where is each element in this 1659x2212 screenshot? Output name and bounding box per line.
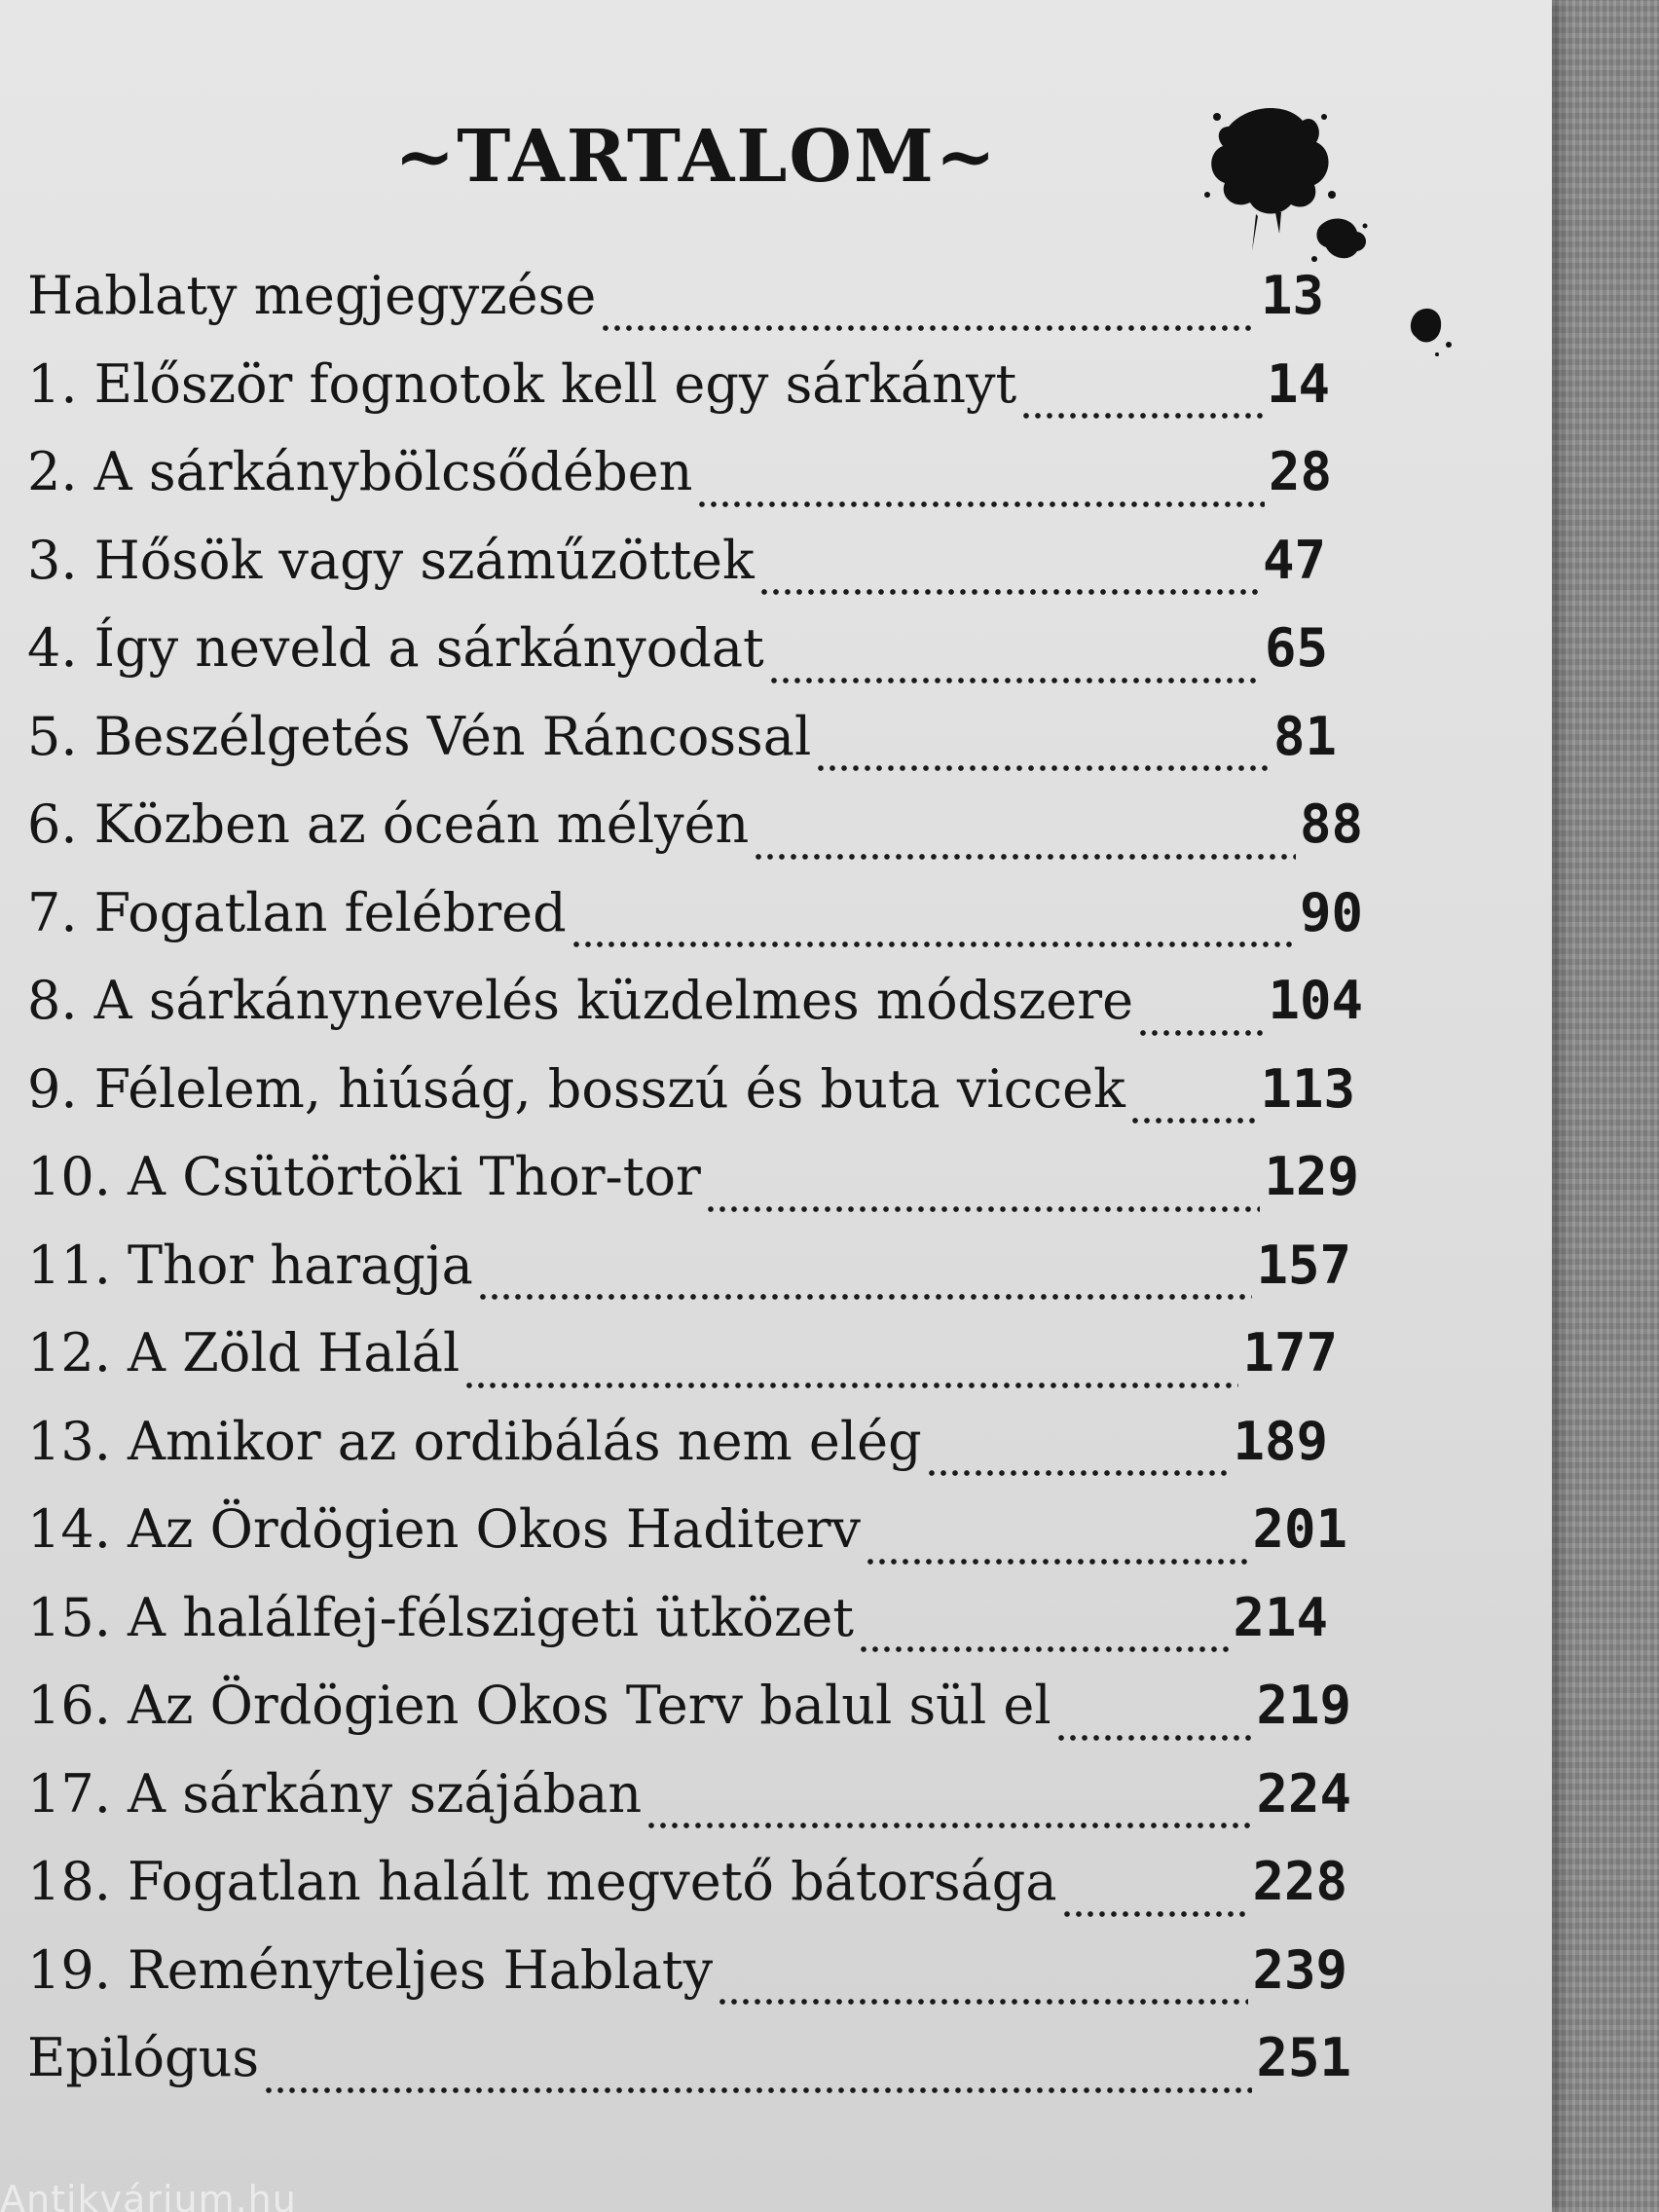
dot-leader — [1129, 1117, 1257, 1124]
toc-entry-title: 19. Reményteljes Hablaty — [27, 1938, 714, 2001]
toc-entry — [27, 2027, 1351, 2116]
toc-entry-page-number: 28 — [1268, 441, 1332, 502]
toc-entry — [27, 1322, 1338, 1411]
toc-entry-title: 10. A Csütörtöki Thor-tor — [27, 1146, 701, 1207]
dot-leader — [753, 853, 1296, 861]
dot-leader — [1137, 1029, 1264, 1037]
toc-entry-title: 13. Amikor az ordibálás nem elég — [27, 1410, 922, 1472]
toc-entry-title: 2. A sárkánybölcsődében — [27, 441, 693, 502]
toc-entry-title: 8. A sárkánynevelés küzdelmes módszere — [27, 970, 1134, 1031]
toc-entry-page-number: 219 — [1256, 1675, 1351, 1736]
toc-entry-page-number: 228 — [1252, 1851, 1347, 1912]
toc-entry-page-number: 47 — [1262, 529, 1326, 591]
dot-leader — [1020, 412, 1263, 420]
toc-entry-page-number: 239 — [1252, 1938, 1347, 2001]
toc-entry — [27, 706, 1337, 794]
toc-entry-title: Hablaty megjegyzése — [27, 265, 597, 326]
toc-entry-title: Epilógus — [27, 2027, 260, 2088]
toc-entry-page-number: 157 — [1256, 1234, 1351, 1296]
dot-leader — [571, 940, 1296, 948]
toc-entry — [27, 530, 1326, 618]
toc-entry-title: 11. Thor haragja — [27, 1234, 473, 1296]
toc-entry-page-number: 104 — [1268, 970, 1363, 1031]
toc-entry-page-number: 65 — [1264, 617, 1328, 679]
toc-entry-title: 5. Beszélgetés Vén Ráncossal — [27, 705, 812, 767]
toc-entry-title: 15. A halálfej-félszigeti ütközet — [27, 1586, 854, 1648]
dot-leader — [815, 764, 1270, 772]
toc-entry — [27, 1763, 1351, 1852]
toc-entry — [27, 1058, 1355, 1147]
toc-entry — [27, 441, 1332, 530]
toc-entry-title: 17. A sárkány szájában — [27, 1762, 643, 1825]
toc-entry — [27, 1851, 1347, 1939]
toc-entry-title: 4. Így neveld a sárkányodat — [27, 617, 764, 679]
dot-leader — [705, 1205, 1261, 1213]
toc-entry-title: 3. Hősök vagy száműzöttek — [27, 529, 755, 591]
dot-leader — [1055, 1734, 1253, 1742]
toc-entry — [27, 1146, 1359, 1235]
toc-entry-title: 9. Félelem, hiúság, bosszú és buta viccek — [27, 1057, 1125, 1120]
dot-leader — [926, 1469, 1230, 1477]
table-of-contents — [27, 265, 1363, 2116]
toc-entry — [27, 1587, 1328, 1676]
toc-entry — [27, 882, 1363, 971]
toc-entry — [27, 1675, 1351, 1763]
toc-entry-title: 12. A Zöld Halál — [27, 1322, 461, 1383]
toc-entry-page-number: 214 — [1233, 1586, 1328, 1648]
toc-entry-title: 6. Közben az óceán mélyén — [27, 793, 750, 855]
toc-entry — [27, 353, 1330, 442]
toc-entry — [27, 970, 1363, 1058]
dot-leader — [696, 500, 1265, 508]
toc-entry-page-number: 113 — [1260, 1057, 1355, 1120]
toc-entry — [27, 1939, 1347, 2028]
toc-entry-page-number: 189 — [1233, 1410, 1328, 1472]
dot-leader — [1061, 1910, 1249, 1918]
dot-leader — [865, 1558, 1248, 1566]
toc-entry-page-number: 177 — [1242, 1322, 1338, 1383]
watermark-text: Antikvárium.hu — [0, 2178, 297, 2212]
background-surface — [1552, 0, 1659, 2212]
toc-entry-page-number: 14 — [1266, 352, 1330, 415]
toc-entry-page-number: 201 — [1252, 1498, 1347, 1560]
toc-entry-page-number: 13 — [1260, 265, 1324, 326]
dot-leader — [768, 677, 1261, 684]
dot-leader — [600, 324, 1257, 332]
toc-entry-title: 16. Az Ördögien Okos Terv balul sül el — [27, 1675, 1051, 1736]
toc-entry — [27, 1411, 1328, 1499]
toc-entry-page-number: 90 — [1299, 881, 1363, 943]
toc-entry-title: 1. Először fognotok kell egy sárkányt — [27, 352, 1017, 415]
dot-leader — [717, 1998, 1248, 2006]
dot-leader — [858, 1645, 1229, 1653]
toc-entry — [27, 1498, 1347, 1587]
toc-entry-page-number: 81 — [1272, 705, 1337, 767]
toc-entry — [27, 617, 1328, 706]
toc-entry — [27, 793, 1363, 882]
dot-leader — [477, 1293, 1253, 1301]
toc-entry — [27, 265, 1324, 353]
toc-entry-title: 7. Fogatlan felébred — [27, 881, 567, 943]
toc-entry-title: 18. Fogatlan halált megvető bátorsága — [27, 1851, 1057, 1912]
dot-leader — [758, 588, 1259, 596]
toc-entry-page-number: 224 — [1256, 1762, 1351, 1825]
toc-entry-page-number: 129 — [1264, 1146, 1359, 1207]
toc-entry-page-number: 251 — [1256, 2027, 1351, 2088]
toc-entry-page-number: 88 — [1299, 793, 1363, 855]
dot-leader — [645, 1822, 1252, 1829]
toc-entry — [27, 1235, 1351, 1323]
toc-entry-title: 14. Az Ördögien Okos Haditerv — [27, 1498, 862, 1560]
dot-leader — [263, 2086, 1252, 2094]
dot-leader — [463, 1382, 1238, 1389]
page-title: ~TARTALOM~ — [394, 115, 998, 199]
